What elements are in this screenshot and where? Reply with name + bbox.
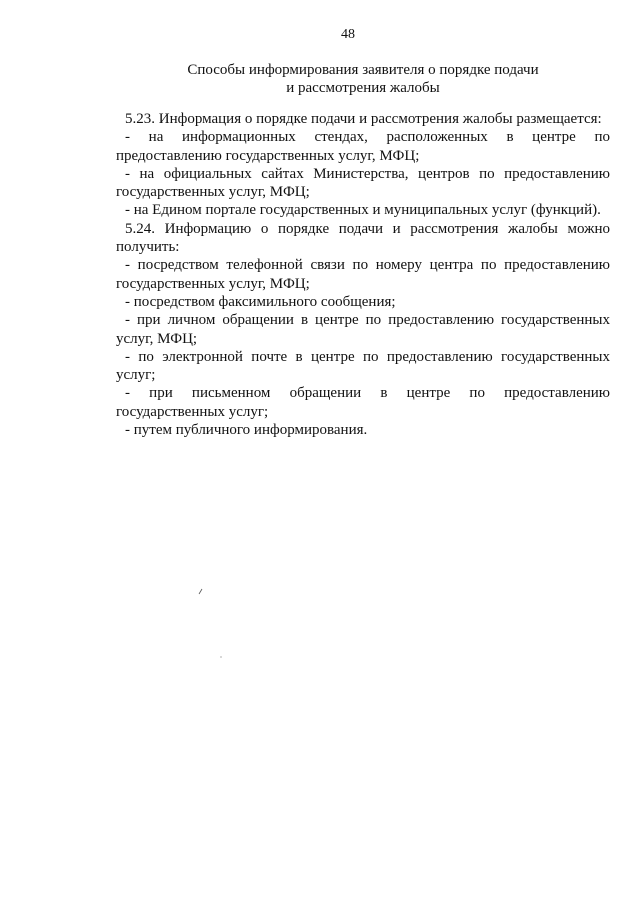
list-item-email: - по электронной почте в центре по предоставлению государственных услуг; [116,348,610,384]
list-item-official-sites: - на официальных сайтах Министерства, центров по предоставлению государственных услуг, МФЦ; [116,165,610,201]
list-item-personal-visit: - при личном обращении в центре по предоставлению государственных услуг, МФЦ; [116,312,610,347]
list-item-unified-portal: - на Едином портале государственных и муниципальных услуг (функций). [125,202,601,219]
list-item-fax: - посредством факсимильного сообщения; [125,293,396,310]
section-heading-line-1: Способы информирования заявителя о порядке подачи [187,62,539,78]
paragraph-5-23: 5.23. Информация о порядке подачи и рассмотрения жалобы размещается: [125,111,602,127]
body-text [116,110,610,439]
section-heading-line-2: и рассмотрения жалобы [286,80,440,96]
section-heading [116,61,610,97]
list-item-public-info: - путем публичного информирования. [125,422,368,439]
list-item-info-stands: - на информационных стендах, расположенных в центре по предоставлению государственных услуг, МФЦ; [116,129,610,164]
paragraph-5-24: 5.24. Информацию о порядке подачи и рассмотрения жалобы можно получить: [116,220,610,256]
list-item-phone: - посредством телефонной связи по номеру центра по предоставлению государственных услуг, МФЦ; [116,257,610,292]
list-item-written-request: - при письменном обращении в центре по предоставлению государственных услуг; [116,385,610,420]
page-number: 48 [341,27,355,42]
scan-speck [219,655,223,659]
scan-speck [196,588,204,596]
